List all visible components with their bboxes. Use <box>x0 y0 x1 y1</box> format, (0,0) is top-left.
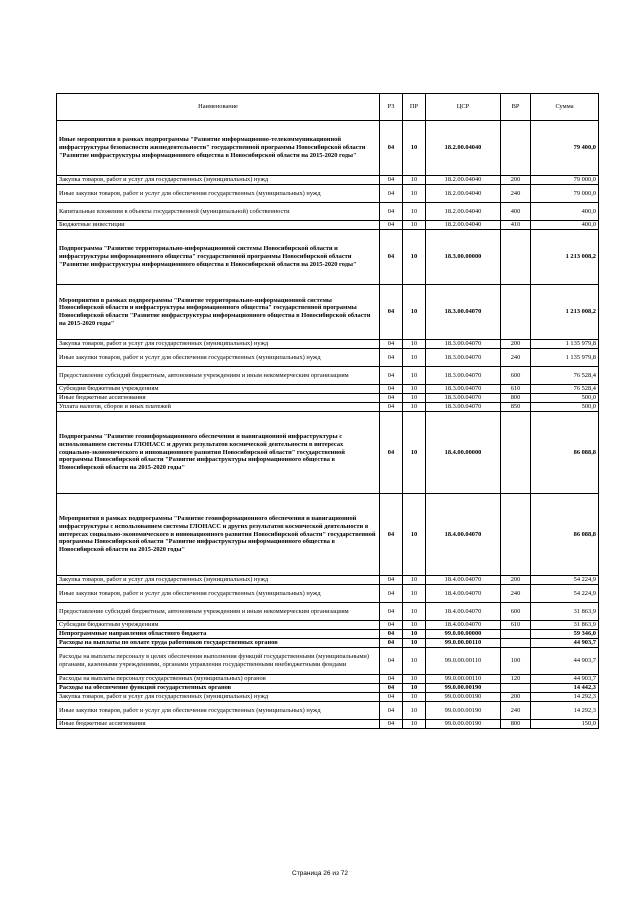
cell-name: Предоставление субсидий бюджетным, автономным учреждениям и иным некоммерческим организациям <box>57 367 380 385</box>
cell-pr: 10 <box>403 121 426 176</box>
cell-pr: 10 <box>403 367 426 385</box>
cell-vr <box>501 412 531 494</box>
table-header-row <box>57 94 599 121</box>
cell-csr: 18.3.00.04070 <box>426 349 501 367</box>
cell-pr: 10 <box>403 285 426 340</box>
cell-csr: 18.4.00.04070 <box>426 576 501 585</box>
cell-name: Иные закупки товаров, работ и услуг для обеспечения государственных (муниципальных) нужд <box>57 349 380 367</box>
table-row <box>57 576 599 585</box>
cell-rz: 04 <box>380 349 403 367</box>
header-name: Наименование <box>57 94 380 121</box>
cell-csr: 18.4.00.04070 <box>426 603 501 621</box>
cell-pr: 10 <box>403 176 426 185</box>
cell-rz: 04 <box>380 585 403 603</box>
cell-sum: 44 903,7 <box>531 639 599 648</box>
cell-name: Мероприятия в рамках подпрограммы "Развитие геоинформационного обеспечения и навигационной инфраструктуры с использованием системы ГЛОНАСС и других результатов космической деятельности в интересах социально-экономического и инновационного развития Новосибирской области" государственной программы Новосибирской области "Развитие инфраструктуры информационного общества в Новосибирской области на 2015-2020 годы" <box>57 494 380 576</box>
cell-sum: 86 088,8 <box>531 412 599 494</box>
cell-vr <box>501 630 531 639</box>
cell-pr: 10 <box>403 648 426 675</box>
cell-vr: 240 <box>501 185 531 203</box>
cell-pr: 10 <box>403 221 426 230</box>
cell-name: Закупка товаров, работ и услуг для государственных (муниципальных) нужд <box>57 693 380 702</box>
cell-pr: 10 <box>403 494 426 576</box>
cell-sum: 54 224,9 <box>531 585 599 603</box>
cell-pr: 10 <box>403 412 426 494</box>
cell-sum: 500,0 <box>531 403 599 412</box>
cell-csr: 99.0.00.00110 <box>426 639 501 648</box>
table-row <box>57 340 599 349</box>
table-row <box>57 648 599 675</box>
cell-vr <box>501 639 531 648</box>
header-pr: ПР <box>403 94 426 121</box>
cell-csr: 99.0.00.00190 <box>426 693 501 702</box>
cell-pr: 10 <box>403 630 426 639</box>
cell-rz: 04 <box>380 720 403 729</box>
cell-sum: 31 863,9 <box>531 603 599 621</box>
cell-vr: 400 <box>501 203 531 221</box>
cell-rz: 04 <box>380 221 403 230</box>
cell-sum: 1 135 979,8 <box>531 340 599 349</box>
cell-sum: 44 903,7 <box>531 675 599 684</box>
cell-name: Расходы на обеспечение функций государственных органов <box>57 684 380 693</box>
cell-csr: 99.0.00.00190 <box>426 702 501 720</box>
cell-name: Иные мероприятия в рамках подпрограммы "Развитие информационно-телекоммуникационной инфраструктуры безопасности жизнедеятельности" государственной программы Новосибирской области "Развитие инфраструктуры информационного общества в Новосибирской области на 2015-2020 годы" <box>57 121 380 176</box>
cell-sum: 14 292,3 <box>531 693 599 702</box>
cell-rz: 04 <box>380 494 403 576</box>
cell-name: Капитальные вложения в объекты государственной (муниципальной) собственности <box>57 203 380 221</box>
cell-name: Расходы на выплаты по оплате труда работников государственных органов <box>57 639 380 648</box>
cell-rz: 04 <box>380 621 403 630</box>
cell-csr: 99.0.00.00110 <box>426 675 501 684</box>
cell-rz: 04 <box>380 639 403 648</box>
cell-vr: 850 <box>501 403 531 412</box>
table-row <box>57 349 599 367</box>
cell-name: Расходы на выплаты персоналу в целях обеспечения выполнения функций государственными (муниципальными) органами, казенными учреждениями, органами управления государственными внебюджетными фондами <box>57 648 380 675</box>
cell-vr: 120 <box>501 675 531 684</box>
cell-name: Бюджетные инвестиции <box>57 221 380 230</box>
cell-sum: 500,0 <box>531 394 599 403</box>
table-row <box>57 412 599 494</box>
cell-name: Закупка товаров, работ и услуг для государственных (муниципальных) нужд <box>57 176 380 185</box>
cell-vr <box>501 121 531 176</box>
cell-rz: 04 <box>380 412 403 494</box>
header-sum: Сумма <box>531 94 599 121</box>
cell-rz: 04 <box>380 675 403 684</box>
cell-csr: 99.0.00.00000 <box>426 630 501 639</box>
cell-rz: 04 <box>380 176 403 185</box>
table-row <box>57 702 599 720</box>
cell-vr: 240 <box>501 585 531 603</box>
table-row <box>57 494 599 576</box>
cell-csr: 18.3.00.04070 <box>426 367 501 385</box>
cell-rz: 04 <box>380 576 403 585</box>
table-row <box>57 203 599 221</box>
cell-vr: 200 <box>501 693 531 702</box>
cell-sum: 31 863,9 <box>531 621 599 630</box>
cell-csr: 18.2.00.04040 <box>426 185 501 203</box>
budget-table <box>56 93 599 729</box>
cell-sum: 54 224,9 <box>531 576 599 585</box>
cell-name: Закупка товаров, работ и услуг для государственных (муниципальных) нужд <box>57 340 380 349</box>
cell-rz: 04 <box>380 367 403 385</box>
cell-vr: 610 <box>501 621 531 630</box>
cell-name: Подпрограмма "Развитие территориально-информационной системы Новосибирской области и инфраструктуры информационного общества" государственной программы Новосибирской области "Развитие инфраструктуры информационного общества в Новосибирской области на 2015-2020 годы" <box>57 230 380 285</box>
header-csr: ЦСР <box>426 94 501 121</box>
cell-vr: 200 <box>501 340 531 349</box>
cell-sum: 1 213 008,2 <box>531 230 599 285</box>
cell-vr: 600 <box>501 367 531 385</box>
cell-pr: 10 <box>403 621 426 630</box>
cell-name: Субсидии бюджетным учреждениям <box>57 621 380 630</box>
cell-csr: 18.4.00.04070 <box>426 494 501 576</box>
cell-pr: 10 <box>403 403 426 412</box>
cell-name: Подпрограмма "Развитие геоинформационного обеспечения и навигационной инфраструктуры с использованием системы ГЛОНАСС и других результатов космической деятельности в интересах социально-экономического и инновационного развития Новосибирской области" государственной программы Новосибирской области "Развитие инфраструктуры информационного общества в Новосибирской области на 2015-2020 годы" <box>57 412 380 494</box>
header-rz: РЗ <box>380 94 403 121</box>
cell-pr: 10 <box>403 585 426 603</box>
cell-rz: 04 <box>380 630 403 639</box>
cell-pr: 10 <box>403 720 426 729</box>
table-row <box>57 630 599 639</box>
cell-pr: 10 <box>403 394 426 403</box>
cell-csr: 99.0.00.00110 <box>426 648 501 675</box>
cell-vr: 610 <box>501 385 531 394</box>
cell-vr: 240 <box>501 349 531 367</box>
cell-name: Иные бюджетные ассигнования <box>57 394 380 403</box>
cell-pr: 10 <box>403 639 426 648</box>
cell-sum: 400,0 <box>531 203 599 221</box>
cell-csr: 18.2.00.04040 <box>426 176 501 185</box>
cell-vr: 200 <box>501 176 531 185</box>
cell-vr: 800 <box>501 720 531 729</box>
cell-name: Иные закупки товаров, работ и услуг для обеспечения государственных (муниципальных) нужд <box>57 702 380 720</box>
table-row <box>57 684 599 693</box>
cell-rz: 04 <box>380 403 403 412</box>
cell-sum: 86 088,8 <box>531 494 599 576</box>
table-body <box>57 121 599 729</box>
cell-pr: 10 <box>403 385 426 394</box>
table-row <box>57 403 599 412</box>
cell-sum: 14 442,3 <box>531 684 599 693</box>
cell-rz: 04 <box>380 603 403 621</box>
cell-rz: 04 <box>380 684 403 693</box>
cell-rz: 04 <box>380 285 403 340</box>
table-row <box>57 621 599 630</box>
table-row <box>57 585 599 603</box>
cell-sum: 76 528,4 <box>531 385 599 394</box>
cell-rz: 04 <box>380 385 403 394</box>
cell-csr: 18.3.00.04070 <box>426 340 501 349</box>
cell-pr: 10 <box>403 603 426 621</box>
cell-sum: 79 000,0 <box>531 185 599 203</box>
cell-sum: 150,0 <box>531 720 599 729</box>
table-row <box>57 121 599 176</box>
cell-vr <box>501 230 531 285</box>
cell-vr: 100 <box>501 648 531 675</box>
cell-pr: 10 <box>403 576 426 585</box>
cell-csr: 18.2.00.04040 <box>426 203 501 221</box>
cell-name: Закупка товаров, работ и услуг для государственных (муниципальных) нужд <box>57 576 380 585</box>
cell-pr: 10 <box>403 702 426 720</box>
cell-name: Уплата налогов, сборов и иных платежей <box>57 403 380 412</box>
cell-sum: 400,0 <box>531 221 599 230</box>
cell-name: Мероприятия в рамках подпрограммы "Развитие территориально-информационной системы Новосибирской области и инфраструктуры информационного общества" государственной программы Новосибирской области "Развитие инфраструктуры информационного общества в Новосибирской области на 2015-2020 годы" <box>57 285 380 340</box>
cell-pr: 10 <box>403 230 426 285</box>
cell-vr: 240 <box>501 702 531 720</box>
cell-name: Предоставление субсидий бюджетным, автономным учреждениям и иным некоммерческим организациям <box>57 603 380 621</box>
cell-rz: 04 <box>380 693 403 702</box>
cell-sum: 44 903,7 <box>531 648 599 675</box>
table-row <box>57 394 599 403</box>
cell-sum: 79 000,0 <box>531 176 599 185</box>
cell-pr: 10 <box>403 185 426 203</box>
cell-rz: 04 <box>380 121 403 176</box>
cell-sum: 79 400,0 <box>531 121 599 176</box>
cell-name: Иные закупки товаров, работ и услуг для обеспечения государственных (муниципальных) нужд <box>57 585 380 603</box>
header-vr: ВР <box>501 94 531 121</box>
table-row <box>57 221 599 230</box>
cell-name: Непрограммные направления областного бюджета <box>57 630 380 639</box>
table-row <box>57 185 599 203</box>
cell-csr: 18.3.00.04070 <box>426 403 501 412</box>
cell-pr: 10 <box>403 340 426 349</box>
cell-vr: 600 <box>501 603 531 621</box>
cell-sum: 14 292,3 <box>531 702 599 720</box>
cell-csr: 18.4.00.04070 <box>426 585 501 603</box>
cell-pr: 10 <box>403 203 426 221</box>
cell-csr: 18.3.00.04070 <box>426 385 501 394</box>
cell-csr: 18.3.00.04070 <box>426 285 501 340</box>
table-row <box>57 693 599 702</box>
table-row <box>57 675 599 684</box>
table-row <box>57 720 599 729</box>
cell-vr <box>501 684 531 693</box>
page-number: Страница 26 из 72 <box>292 870 348 877</box>
cell-rz: 04 <box>380 185 403 203</box>
cell-csr: 18.2.00.04040 <box>426 121 501 176</box>
cell-vr <box>501 494 531 576</box>
table-row <box>57 639 599 648</box>
cell-vr: 800 <box>501 394 531 403</box>
cell-csr: 18.4.00.00000 <box>426 412 501 494</box>
cell-name: Расходы на выплаты персоналу государственных (муниципальных) органов <box>57 675 380 684</box>
cell-vr <box>501 285 531 340</box>
table-row <box>57 385 599 394</box>
cell-sum: 59 346,0 <box>531 630 599 639</box>
table-row <box>57 367 599 385</box>
cell-pr: 10 <box>403 675 426 684</box>
table-row <box>57 230 599 285</box>
cell-name: Иные закупки товаров, работ и услуг для обеспечения государственных (муниципальных) нужд <box>57 185 380 203</box>
cell-csr: 99.0.00.00190 <box>426 720 501 729</box>
cell-name: Субсидии бюджетным учреждениям <box>57 385 380 394</box>
table-row <box>57 285 599 340</box>
cell-sum: 1 213 008,2 <box>531 285 599 340</box>
table-row <box>57 603 599 621</box>
cell-pr: 10 <box>403 693 426 702</box>
cell-csr: 18.3.00.00000 <box>426 230 501 285</box>
cell-csr: 99.0.00.00190 <box>426 684 501 693</box>
cell-sum: 1 135 979,8 <box>531 349 599 367</box>
cell-vr: 200 <box>501 576 531 585</box>
cell-rz: 04 <box>380 648 403 675</box>
table-row <box>57 176 599 185</box>
cell-rz: 04 <box>380 394 403 403</box>
cell-csr: 18.2.00.04040 <box>426 221 501 230</box>
cell-rz: 04 <box>380 203 403 221</box>
cell-csr: 18.3.00.04070 <box>426 394 501 403</box>
cell-rz: 04 <box>380 702 403 720</box>
cell-rz: 04 <box>380 230 403 285</box>
cell-rz: 04 <box>380 340 403 349</box>
cell-csr: 18.4.00.04070 <box>426 621 501 630</box>
cell-pr: 10 <box>403 349 426 367</box>
cell-sum: 76 528,4 <box>531 367 599 385</box>
cell-pr: 10 <box>403 684 426 693</box>
cell-vr: 410 <box>501 221 531 230</box>
cell-name: Иные бюджетные ассигнования <box>57 720 380 729</box>
